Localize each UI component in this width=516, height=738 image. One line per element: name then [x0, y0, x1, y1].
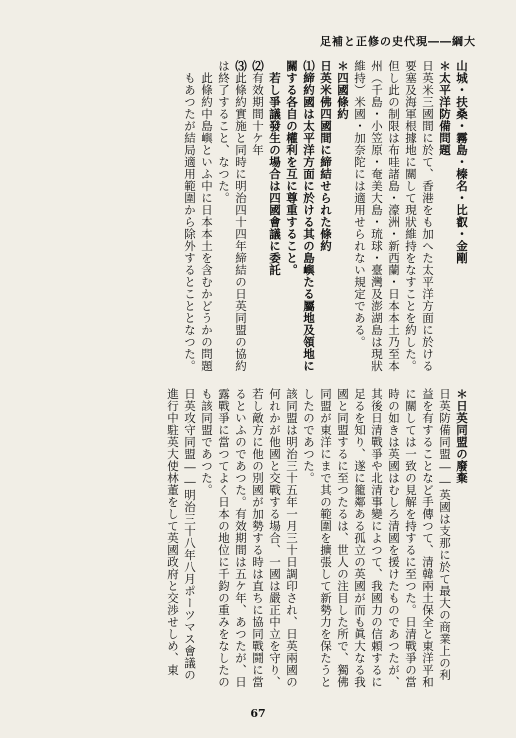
- item-3-text: 此條約實施と同時に明治四十四年締結の日英同盟の協約は終了すること、なつた。: [217, 60, 248, 372]
- item-1-text: 締約國は太平洋方面に於ける其の島嶼たる屬地及領地に關する各自の權利を互に尊重すること。: [285, 60, 316, 372]
- alliance-paragraph-2: 該同盟は明治三十五年一月三十日調印され、日英兩國の何れかが他國と交戰する場合、一國は嚴正中立を守り、若し敵方に他の別國が加勢する時は直ちに協同戰鬪に當るといふのであつた。有效期間は五ケ年、あつたが、日露戰爭に當つてよく日本の地位に千鈞の重みをなしたのも該同盟であつた。: [200, 388, 299, 688]
- item-1-mark: ⑴: [302, 60, 316, 72]
- item-2-text: 有效期間十ケ年: [251, 72, 265, 156]
- item-3-mark: ⑶: [234, 60, 248, 72]
- alliance-paragraph-3: 日英攻守同盟――明治三十八年八月ポーツマス會議の進行中駐英大使林董をして英國政府と交渉せしめ、東: [166, 388, 197, 681]
- section-heading-four-power-treaty: ＊四國條約: [336, 60, 350, 120]
- alliance-paragraph-1: 日英防備同盟――英國は支那に於て最大の商業上の利益を有することなど手傳つて、清韓兩土保全と東洋平和に關しては一致の見解を持するに至つた。日清戰爭の當時の如きは英國はむしろ清國を援けたものであつたが、其後日清戰爭や北清事變によつて、我國力の信頼するに足るを知り、遂に籠鄰ある孤立の英國が而も眞大なる我國と同盟するに至つたるは、世人の注目した所で、獨佛同盟が東洋にまで其の範圍を擴張して新勢力を保たうとしたのであつた。: [302, 388, 452, 688]
- ship-names-line: 山城・扶桑・霧島・榛名・比叡・金剛: [455, 60, 469, 264]
- four-power-treaty-intro: 日英米佛四國間に締結せられた條約: [319, 60, 333, 252]
- section-body-pacific-defense: 日英米三國間に於て、香港をも加へた太平洋方面に於ける要塞及海軍根據地に關して現狀維持をなすことを約した。但し此の制限は布哇諸島・濠洲・新西蘭・日本本土乃至本州（千島・小笠原・奄美大島・琉球・臺灣及澎湖島は現狀維持）米國・加奈陀には適用せられない規定である。: [353, 60, 435, 372]
- running-head-text: 大綱――現代史の修正と補足: [320, 35, 476, 48]
- upper-text-block: [181, 60, 470, 372]
- running-head: [40, 32, 476, 50]
- item-3-continued: 此條約中島嶼といふ中に日本本土を含むかどうかの問題もあつたが結局適用範圍から除外するとこととなつた。: [183, 71, 214, 372]
- section-heading-alliance-abolition: ＊日英同盟の廢棄: [455, 388, 469, 484]
- item-2-mark: ⑵: [251, 60, 265, 72]
- lower-text-block: [164, 388, 470, 688]
- page-number: 67: [250, 707, 266, 720]
- section-heading-pacific-defense: ＊太平洋防備問題: [438, 60, 452, 156]
- item-1-continued: 若し爭議發生の場合は四國會議に委託: [268, 71, 282, 276]
